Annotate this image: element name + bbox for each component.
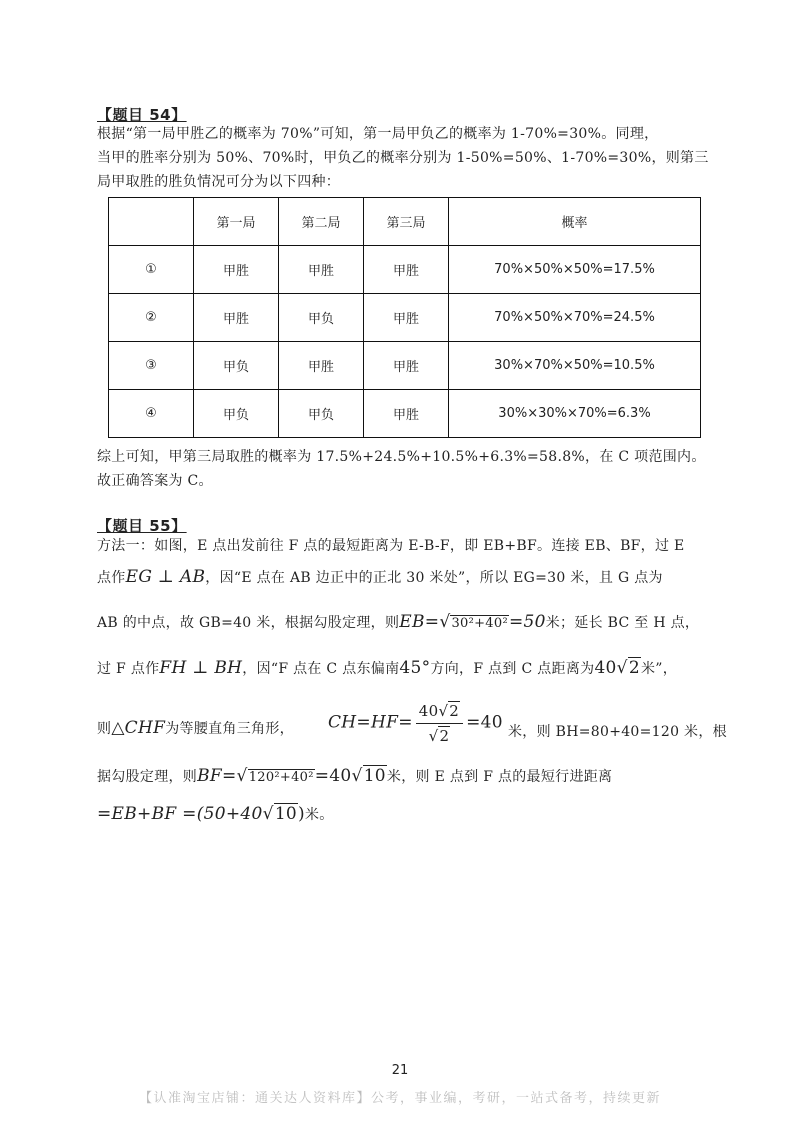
- table-header-row: [109, 198, 701, 246]
- table-cell: 甲胜: [279, 342, 364, 390]
- page-number: 21: [391, 1063, 409, 1078]
- math-result: =40: [466, 712, 503, 733]
- table-cell: 甲胜: [279, 246, 364, 294]
- table-cell: 30%×30%×70%=6.3%: [449, 390, 701, 438]
- table-header-cell: 第一局: [194, 198, 279, 246]
- math-text: ): [298, 804, 305, 824]
- q55-line-4: [97, 658, 677, 679]
- q55-line-1: 方法一：如图，E 点出发前往 F 点的最短距离为 E-B-F，即 EB+BF。连接 EB、BF，过 E: [97, 538, 685, 554]
- table-cell: ③: [109, 342, 194, 390]
- table-cell: ①: [109, 246, 194, 294]
- q54-heading: 【题目 54】: [97, 106, 187, 124]
- probability-table: [108, 197, 701, 438]
- q54-line-1: 根据“第一局甲胜乙的概率为 70%”可知，第一局甲负乙的概率为 1-70%=30%。同理，: [97, 126, 659, 142]
- table-cell: 70%×50%×50%=17.5%: [449, 246, 701, 294]
- table-row: [109, 294, 701, 342]
- text: 米；延长 BC 至 H 点，: [545, 615, 700, 631]
- math-text: =50: [508, 612, 546, 632]
- table-cell: 70%×50%×70%=24.5%: [449, 294, 701, 342]
- math-radicand: 2: [439, 727, 450, 745]
- table-header-cell: [109, 198, 194, 246]
- math-text: BF=: [197, 766, 237, 786]
- math-radicand: 30²+40²: [451, 616, 508, 631]
- q55-line-5-tail: 米，则 BH=80+40=120 米，根: [508, 724, 727, 740]
- table-header-cell: 第三局: [364, 198, 449, 246]
- table-cell: 甲负: [194, 342, 279, 390]
- table-cell: 甲胜: [364, 294, 449, 342]
- table-cell: 甲胜: [194, 246, 279, 294]
- q55-line-6: [97, 766, 612, 788]
- table-cell: 甲胜: [364, 246, 449, 294]
- text: 点作: [97, 570, 126, 586]
- text: 米。: [304, 807, 334, 823]
- text: 米”，: [640, 661, 677, 677]
- text: ，因“F 点在 C 点东偏南: [242, 661, 400, 677]
- table-row: [109, 342, 701, 390]
- q55-line-3: [97, 612, 699, 634]
- table-cell: 甲胜: [364, 342, 449, 390]
- q55-heading: 【题目 55】: [97, 517, 187, 535]
- math-distance: 40√2: [594, 658, 640, 678]
- table-cell: 甲胜: [194, 294, 279, 342]
- math-perpendicular-eg-ab: EG ⊥ AB: [125, 567, 206, 587]
- table-cell: ②: [109, 294, 194, 342]
- math-fraction: [416, 700, 463, 747]
- footer-watermark: 【认准淘宝店铺：通关达人资料库】公考，事业编，考研，一站式备考，持续更新: [138, 1091, 661, 1106]
- text: 过 F 点作: [97, 661, 160, 677]
- q55-line-7: [97, 804, 334, 825]
- table-cell: 甲胜: [364, 390, 449, 438]
- q55-line-5: [97, 718, 294, 739]
- table-cell: ④: [109, 390, 194, 438]
- math-radicand: 2: [449, 702, 460, 720]
- math-text: 40: [418, 702, 439, 720]
- math-radicand: 2: [628, 658, 640, 678]
- math-bf-equation: BF=√120²+40²=40√10: [197, 766, 386, 786]
- text: 方向，F 点到 C 点距离为: [430, 661, 595, 677]
- math-text: =EB+BF =(50+40: [97, 804, 263, 824]
- table-row: [109, 246, 701, 294]
- q55-line-2: [97, 567, 663, 588]
- q54-line-3: 局甲取胜的胜负情况可分为以下四种：: [97, 174, 341, 190]
- math-eb-equation: EB=√30²+40²=50: [399, 612, 546, 632]
- math-ch-hf: CH=HF=: [328, 712, 413, 733]
- math-denominator: √2: [428, 727, 450, 745]
- text: 则: [97, 721, 112, 737]
- table-cell: 甲负: [279, 390, 364, 438]
- math-total-distance: =EB+BF =(50+40√10): [97, 804, 305, 824]
- table-cell: 30%×70%×50%=10.5%: [449, 342, 701, 390]
- math-radicand: 10: [363, 766, 386, 786]
- q54-conclusion-2: 故正确答案为 C。: [97, 473, 213, 489]
- text: 为等腰直角三角形，: [165, 721, 294, 737]
- math-text: =40: [314, 766, 352, 786]
- math-angle: 45°: [399, 658, 431, 678]
- table-header-cell: 第二局: [279, 198, 364, 246]
- text: AB 的中点，故 GB=40 米，根据勾股定理，则: [97, 615, 400, 631]
- math-text: 40: [594, 658, 617, 678]
- table-cell: 甲负: [279, 294, 364, 342]
- text: 据勾股定理，则: [97, 769, 198, 785]
- q54-line-2: 当甲的胜率分别为 50%、70%时，甲负乙的概率分别为 1-50%=50%、1-70%=30%，则第三: [97, 150, 709, 166]
- table-row: [109, 390, 701, 438]
- text: ，因“E 点在 AB 边正中的正北 30 米处”，所以 EG=30 米，且 G 点为: [205, 570, 663, 586]
- math-radicand: 10: [274, 804, 298, 824]
- q55-line-5-formula: [328, 700, 503, 747]
- math-text: EB=: [399, 612, 440, 632]
- math-numerator: 40√2: [416, 700, 463, 724]
- table-header-cell: 概率: [449, 198, 701, 246]
- math-perpendicular-fh-bh: FH ⊥ BH: [159, 658, 243, 678]
- q54-conclusion-1: 综上可知，甲第三局取胜的概率为 17.5%+24.5%+10.5%+6.3%=58.8%，在 C 项范围内。: [97, 449, 706, 465]
- math-radicand: 120²+40²: [248, 770, 314, 785]
- text: 米，则 E 点到 F 点的最短行进距离: [386, 769, 613, 785]
- table-cell: 甲负: [194, 390, 279, 438]
- math-triangle-chf: △CHF: [111, 718, 166, 738]
